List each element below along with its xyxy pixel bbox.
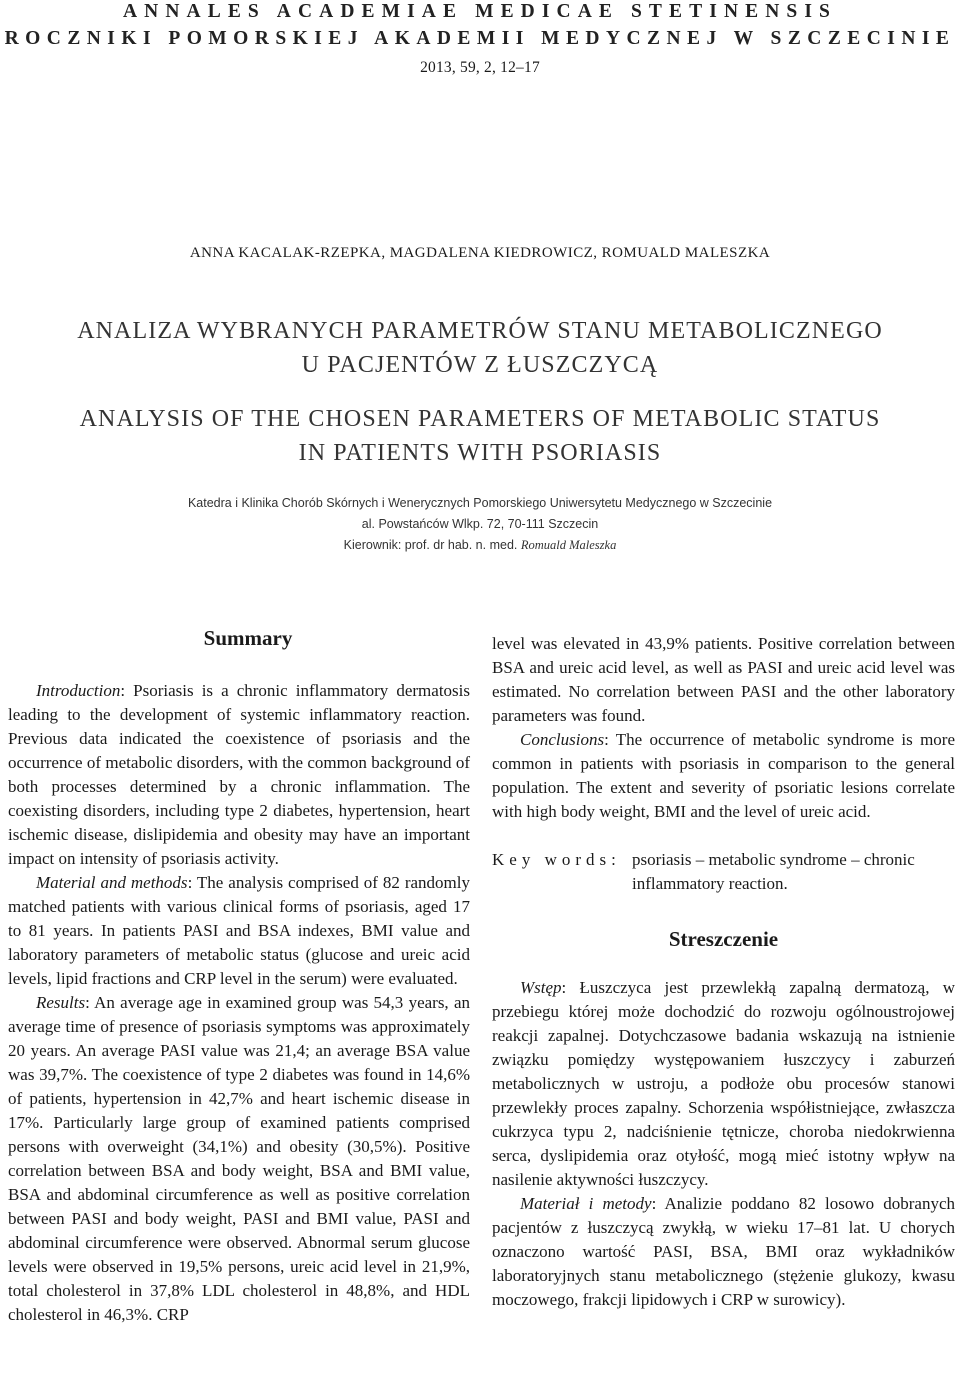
streszczenie-metody (492, 1192, 955, 1312)
affiliation-head-prefix: Kierownik: prof. dr hab. n. med. (343, 538, 521, 552)
title-polish-line-2: U PACJENTÓW Z ŁUSZCZYCĄ (301, 352, 659, 378)
left-column (8, 624, 470, 1327)
summary-introduction (8, 679, 470, 871)
keywords (492, 848, 955, 896)
keywords-label: Key words: (492, 850, 621, 869)
summary-methods (8, 871, 470, 991)
summary-results (8, 991, 470, 1327)
results-label: Results (36, 993, 86, 1012)
results-text: : An average age in examined group was 54,3 years, an average time of presence of psoriasis symptoms was approximately 20 years. An average PASI value was 21,4; an average BSA value was 39,7%. The coexistence of type 2 diabetes was found in 14,6% of patients, hypertension in 42,7% and heart ischemic disease in 17%. Particularly large group of examined patients comprised persons with overweight (34,1%) and obesity (30,5%). Positive correlation between BSA and body weight, BSA and BMI value, BSA and abdominal circumference as well as positive correlation between PASI and body weight, PASI and BMI value, PASI and abdominal circumference were observed. Abnormal serum glucose levels were observed in 19,5% persons, ureic acid level in 21,9%, total cholesterol in 37,8% LDL cholesterol in 48,8%, and HDL cholesterol in 46,3%. CRP (8, 993, 470, 1324)
metody-label: Materiał i metody (520, 1194, 652, 1213)
keywords-text: psoriasis – metabolic syndrome – chronic inflammatory reaction. (632, 850, 915, 893)
conclusions-text: : The occurrence of metabolic syndrome is more common in patients with psoriasis in comparison to the general population. The extent and severity of psoriatic lesions correlate with high body weight, BMI and the level of ureic acid. (492, 730, 955, 821)
metody-text: : Analizie poddano 82 losowo dobranych pacjentów z łuszczycą zwykłą, w wieku 17–81 lat. U chorych oznaczono wartość PASI, BSA, BMI oraz wykładników laboratoryjnych stanu metabolicznego (stężenie glukozy, kwasu moczowego, frakcji lipidowych i CRP w surowicy). (492, 1194, 956, 1309)
introduction-text: : Psoriasis is a chronic inflammatory dermatosis leading to the development of systemic inflammatory reaction. Previous data indicated the coexistence of psoriasis and the occurrence of metabolic disorders, with the common background of both processes determined by a chronic inflammation. The coexisting disorders, including type 2 diabetes, hypertension, heart ischemic disease, dislipidemia and obesity may have an important impact on intensity of psoriasis activity. (8, 681, 470, 868)
conclusions-label: Conclusions (520, 730, 605, 749)
affiliation-department: Katedra i Klinika Chorób Skórnych i Wenerycznych Pomorskiego Uniwersytetu Medycznego w Szczecinie (187, 496, 773, 510)
journal-title-latin: ANNALES ACADEMIAE MEDICAE STETINENSIS (122, 1, 837, 22)
streszczenie-heading: Streszczenie (668, 927, 779, 951)
wstep-text: : Łuszczyca jest przewlekłą zapalną dermatozą, w przebiegu której może dochodzić do rozwoju ogólnoustrojowej reakcji zapalnej. Dotychczasowe badania wskazują na istnienie związku pomiędzy występowaniem łuszczycy i zaburzeń metabolicznych w ustroju, a podłoże obu procesów stanowi przewlekły proces zapalny. Schorzenia współistniejące, zwłaszcza cukrzyca typu 2, nadciśnienie tętnicze, choroba niedokrwienna serca, dyslipidemia oraz otyłość, mogą mieć istotny wpływ na nasilenie aktywności łuszczycy. (492, 978, 955, 1189)
title-english-line-2: IN PATIENTS WITH PSORIASIS (298, 440, 662, 466)
title-polish-line-1: ANALIZA WYBRANYCH PARAMETRÓW STANU METABOLICZNEGO (77, 318, 883, 344)
methods-text: : The analysis comprised of 82 randomly matched patients with various clinical forms of psoriasis, aged 17 to 81 years. In patients PASI and BSA indexes, BMI value and laboratory parameters of metabolic status (glucose and ureic acid levels, lipid fractions and CRP level in the serum) were evaluated. (8, 873, 470, 988)
citation-info: 2013, 59, 2, 12–17 (420, 59, 540, 76)
methods-label: Material and methods (36, 873, 188, 892)
summary-conclusions (492, 728, 955, 824)
affiliation-head (0, 538, 960, 553)
journal-title-polish: ROCZNIKI POMORSKIEJ AKADEMII MEDYCZNEJ W SZCZECINIE (4, 28, 956, 49)
wstep-label: Wstęp (520, 978, 562, 997)
introduction-label: Introduction (36, 681, 121, 700)
summary-heading: Summary (203, 626, 293, 650)
right-column (492, 632, 955, 1312)
title-english-line-1: ANALYSIS OF THE CHOSEN PARAMETERS OF METABOLIC STATUS (79, 406, 881, 432)
affiliation-address: al. Powstańców Wlkp. 72, 70-111 Szczecin (361, 517, 599, 531)
streszczenie-wstep (492, 976, 955, 1192)
summary-results-continued: level was elevated in 43,9% patients. Positive correlation between BSA and ureic acid level, as well as PASI and ureic acid level was estimated. No correlation between PASI and the other laboratory parameters was found. (492, 634, 955, 725)
affiliation-head-name: Romuald Maleszka (520, 538, 617, 552)
author-list: ANNA KACALAK-RZEPKA, MAGDALENA KIEDROWICZ, ROMUALD MALESZKA (189, 245, 771, 261)
